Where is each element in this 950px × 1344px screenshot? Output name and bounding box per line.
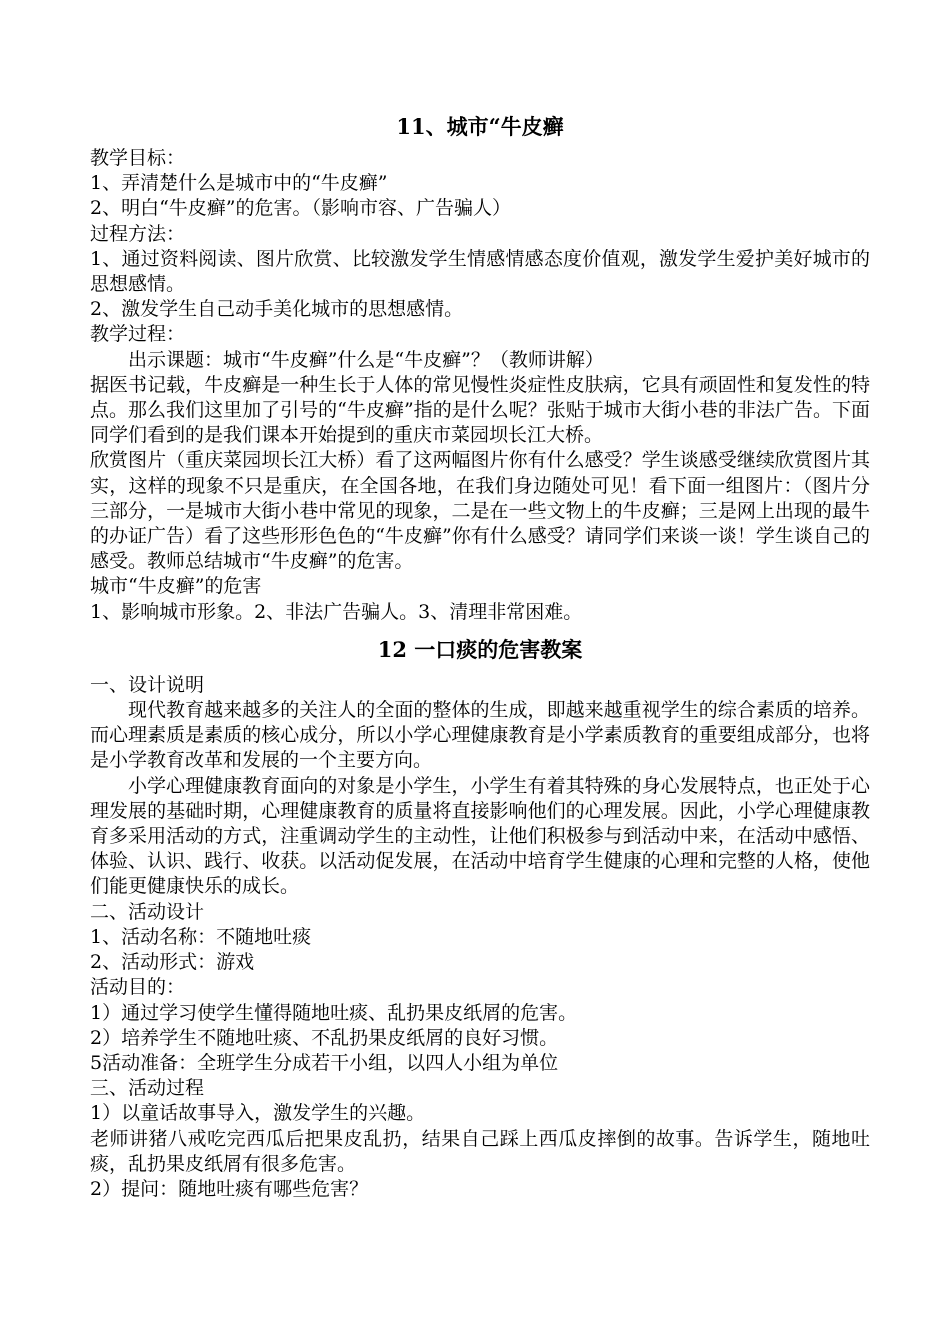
text-line: 1、活动名称：不随地吐痰 — [90, 925, 312, 948]
text-line: 2）提问：随地吐痰有哪些危害？ — [90, 1177, 369, 1200]
text-line: 过程方法： — [90, 222, 186, 245]
text-paragraph: 现代教育越来越多的关注人的全面的整体的生成，即越来越重视学生的综合素质的培养。而心理素质是素质的核心成分，所以小学心理健康教育是小学素质教育的重要组成部分，也将是小学教育改革和发展的一个主要方向。 — [90, 699, 870, 772]
text-line: 教学过程： — [90, 323, 186, 346]
section-heading: 二、活动设计 — [90, 900, 205, 923]
document-page — [90, 112, 870, 1202]
section-heading: 三、活动过程 — [90, 1077, 205, 1100]
text-line: 1）以童话故事导入，激发学生的兴趣。 — [90, 1102, 426, 1125]
text-paragraph: 欣赏图片（重庆菜园坝长江大桥）看了这两幅图片你有什么感受？学生谈感受继续欣赏图片其实，这样的现象不只是重庆，在全国各地，在我们身边随处可见！看下面一组图片：（图片分三部分，一是城市大街小巷中常见的现象，二是在一些文物上的牛皮癣；三是网上出现的最牛的办证广告）看了这些形形色色的“牛皮癣”你有什么感受？请同学们来谈一谈！学生谈自己的感受。教师总结城市“牛皮癣”的危害。 — [90, 449, 870, 573]
text-line: 2）培养学生不随地吐痰、不乱扔果皮纸屑的良好习惯。 — [90, 1026, 559, 1049]
text-line: 1、影响城市形象。2、非法广告骗人。3、清理非常困难。 — [90, 600, 583, 623]
text-paragraph: 老师讲猪八戒吃完西瓜后把果皮乱扔，结果自己踩上西瓜皮摔倒的故事。告诉学生，随地吐痰，乱扔果皮纸屑有很多危害。 — [90, 1127, 870, 1175]
text-line: 1、弄清楚什么是城市中的“牛皮癣” — [90, 172, 388, 195]
section1-title: 11、城市“牛皮癣 — [396, 114, 564, 139]
text-line: 2、明白“牛皮癣”的危害。（影响市容、广告骗人） — [90, 197, 512, 220]
section-heading: 一、设计说明 — [90, 673, 205, 696]
text-paragraph: 小学心理健康教育面向的对象是小学生，小学生有着其特殊的身心发展特点，也正处于心理发展的基础时期，心理健康教育的质量将直接影响他们的心理发展。因此，小学心理健康教育多采用活动的方式，注重调动学生的主动性，让他们积极参与到活动中来，在活动中感悟、体验、认识、践行、收获。以活动促发展，在活动中培育学生健康的心理和完整的人格，使他们能更健康快乐的成长。 — [90, 774, 870, 898]
indented-line: 出示课题：城市“牛皮癣”什么是“牛皮癣”？（教师讲解） — [128, 348, 604, 371]
text-line: 5活动准备：全班学生分成若干小组，以四人小组为单位 — [90, 1051, 559, 1074]
text-paragraph: 据医书记载，牛皮癣是一种生长于人体的常见慢性炎症性皮肤病，它具有顽固性和复发性的特点。那么我们这里加了引号的“牛皮癣”指的是什么呢？张贴于城市大街小巷的非法广告。下面同学们看到的是我们课本开始提到的重庆市菜园坝长江大桥。 — [90, 373, 870, 447]
text-line: 1）通过学习使学生懂得随地吐痰、乱扔果皮纸屑的危害。 — [90, 1001, 578, 1024]
text-line: 2、活动形式：游戏 — [90, 951, 255, 974]
text-line: 城市“牛皮癣”的危害 — [90, 575, 262, 598]
section2-title: 12 一口痰的危害教案 — [377, 636, 583, 662]
text-line: 活动目的： — [90, 976, 186, 999]
text-paragraph: 1、通过资料阅读、图片欣赏、比较激发学生情感情感态度价值观，激发学生爱护美好城市的思想感情。 — [90, 247, 870, 296]
text-line: 2、激发学生自己动手美化城市的思想感情。 — [90, 298, 464, 321]
text-line: 教学目标： — [90, 147, 186, 169]
